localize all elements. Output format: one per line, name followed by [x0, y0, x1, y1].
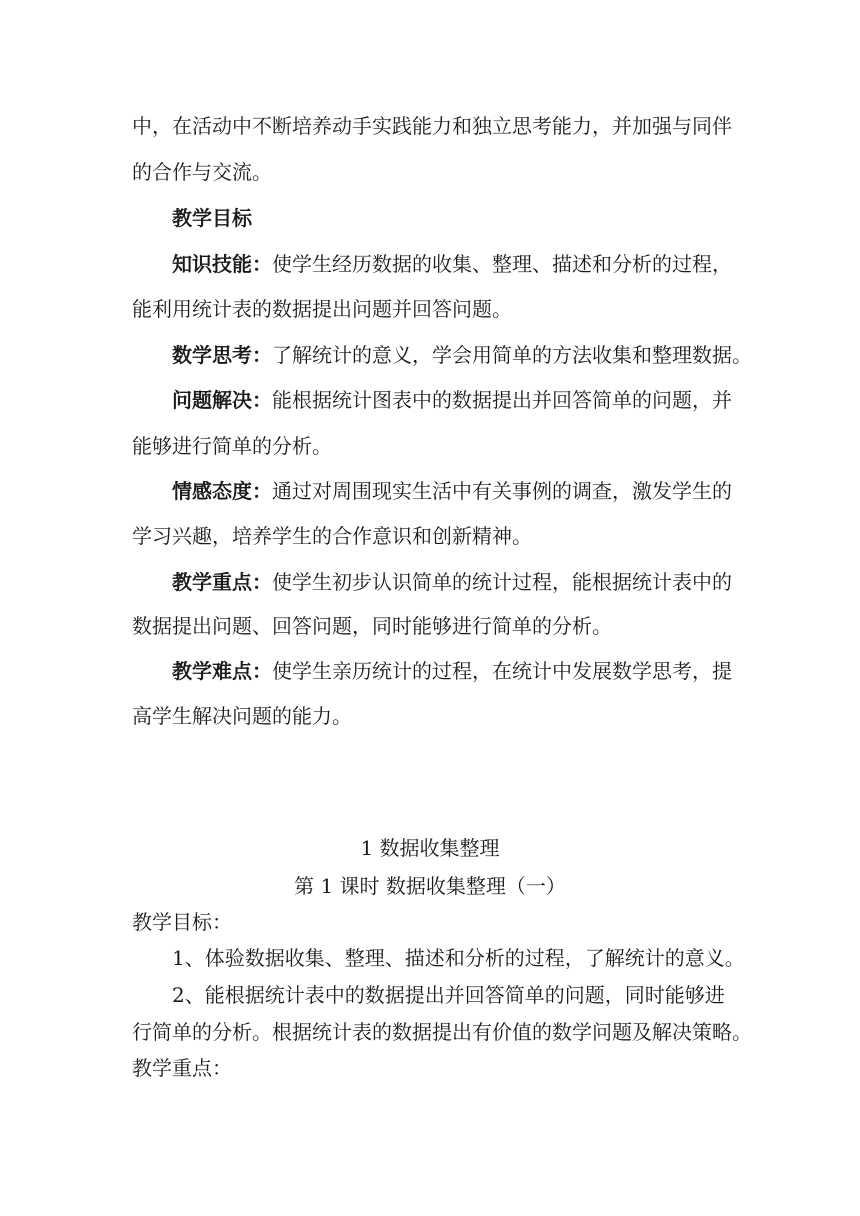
difficult-label: 教学难点： [172, 659, 272, 683]
emotion-text: 通过对周围现实生活中有关事例的调查，激发学生的 [272, 479, 732, 503]
problem-paragraph [172, 388, 732, 412]
lesson-goal-1: 1、体验数据收集、整理、描述和分析的过程，了解统计的意义。 [172, 946, 745, 970]
problem-line-2: 能够进行简单的分析。 [132, 434, 332, 458]
emotion-paragraph [172, 479, 732, 503]
thinking-label: 数学思考： [172, 343, 272, 367]
key-paragraph [172, 570, 732, 594]
problem-text: 能根据统计图表中的数据提出并回答简单的问题，并 [272, 388, 732, 412]
lesson-goal-2-line-1: 2、能根据统计表中的数据提出并回答简单的问题，同时能够进 [172, 983, 725, 1007]
lesson-key-label: 教学重点： [132, 1056, 232, 1080]
lesson-goal-2-line-2: 行简单的分析。根据统计表的数据提出有价值的数学问题及解决策略。 [132, 1020, 752, 1044]
key-line-2: 数据提出问题、回答问题，同时能够进行简单的分析。 [132, 614, 612, 638]
knowledge-line-2: 能利用统计表的数据提出问题并回答问题。 [132, 297, 512, 321]
intro-line-2: 的合作与交流。 [132, 160, 272, 184]
knowledge-paragraph [172, 252, 732, 276]
emotion-label: 情感态度： [172, 479, 272, 503]
lesson-title: 第 1 课时 数据收集整理（一） [294, 874, 566, 898]
emotion-line-2: 学习兴趣，培养学生的合作意识和创新精神。 [132, 524, 532, 548]
problem-label: 问题解决： [172, 388, 272, 412]
thinking-text: 了解统计的意义，学会用简单的方法收集和整理数据。 [272, 343, 752, 367]
difficult-text: 使学生亲历统计的过程，在统计中发展数学思考，提 [272, 659, 732, 683]
key-label: 教学重点： [172, 570, 272, 594]
knowledge-label: 知识技能： [172, 252, 272, 276]
difficult-paragraph [172, 659, 732, 683]
intro-line-1: 中，在活动中不断培养动手实践能力和独立思考能力，并加强与同伴 [132, 114, 732, 138]
thinking-paragraph [172, 343, 752, 367]
lesson-goals-label: 教学目标： [132, 910, 232, 934]
knowledge-text: 使学生经历数据的收集、整理、描述和分析的过程， [272, 252, 732, 276]
unit-title: 1 数据收集整理 [360, 836, 500, 860]
difficult-line-2: 高学生解决问题的能力。 [132, 704, 352, 728]
key-text: 使学生初步认识简单的统计过程，能根据统计表中的 [272, 570, 732, 594]
goals-heading: 教学目标 [172, 206, 252, 230]
